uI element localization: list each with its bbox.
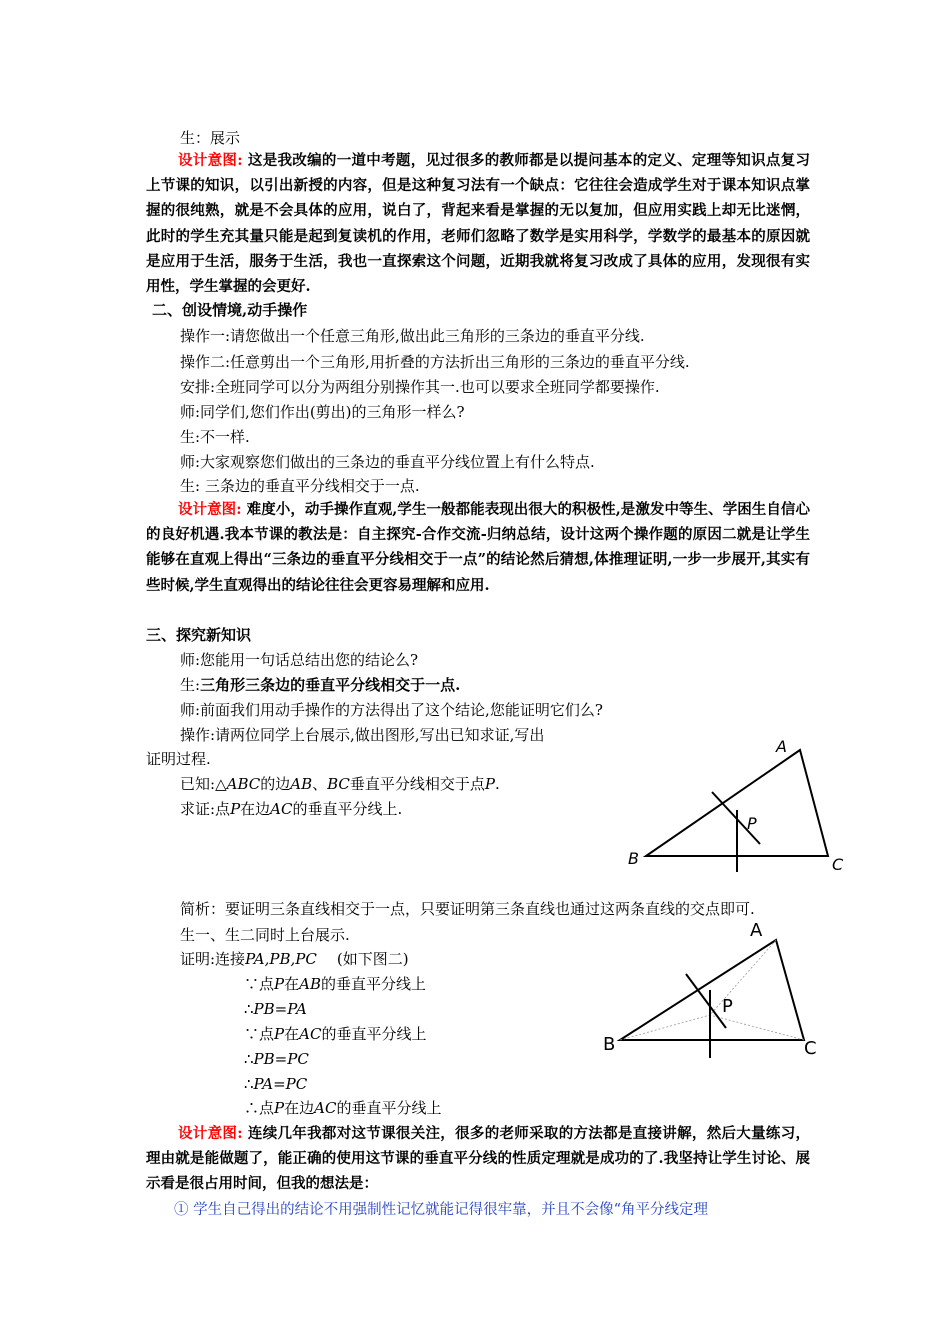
line-students-present: 生一、生二同时上台展示. <box>180 926 350 944</box>
design-intent-text: 这是我改编的一道中考题，见过很多的教师都是以提问基本的定义、定理等知识点复习上节课的知识，以引出新授的内容，但是这种复习法有一个缺点：它往往会造成学生对于课本知识点掌握的很纯熟，就是不会具体的应用，说白了，背起来看是掌握的无以复加，但应用实践上却无比迷惘，此时的学生充其量只能是起到复读机的作用，老师们忽略了数学是实用科学，学数学的最基本的原因就是应用于生活，服务于生活，我也一直探索这个问题，近期我就将复习改成了具体的应用，发现很有实用性，学生掌握的会更好. <box>146 152 811 296</box>
line-student-answer: 生:不一样. <box>180 428 250 446</box>
line-to-prove: 求证:点P在边AC的垂直平分线上. <box>180 800 403 818</box>
reason-item-1: ① 学生自己得出的结论不用强制性记忆就能记得很牢靠，并且不会像“角平分线定理 <box>174 1201 709 1218</box>
design-intent-label: 设计意图: <box>178 1125 243 1142</box>
vertex-label-a: A <box>750 920 763 941</box>
line-student-show: 生：展示 <box>180 129 241 147</box>
line-given: 已知:△ABC的边AB、BC垂直平分线相交于点P. <box>180 775 500 793</box>
design-intent-label: 设计意图: <box>178 501 242 518</box>
design-intent-3 <box>146 1121 810 1223</box>
line-proof-process: 证明过程. <box>146 750 211 768</box>
design-intent-1 <box>146 148 810 299</box>
proof-step-1: ∵点P在AB的垂直平分线上 <box>244 975 426 993</box>
line-teacher-summary: 师:您能用一句话总结出您的结论么? <box>180 651 419 669</box>
proof-step-3: ∵点P在AC的垂直平分线上 <box>244 1025 427 1043</box>
line-teacher-question: 师:同学们,您们作出(剪出)的三角形一样么? <box>180 403 465 421</box>
design-intent-text: 连续几年我都对这节课很关注，很多的老师采取的方法都是直接讲解，然后大量练习，理由就是能做题了，能正确的使用这节课的垂直平分线的性质定理就是成功的了.我坚持让学生讨论、展示看是很占用时间，但我的想法是： <box>146 1125 811 1193</box>
proof-intro: 证明:连接PA,PB,PC (如下图二) <box>180 950 409 968</box>
design-intent-2 <box>146 497 810 598</box>
vertex-label-c: C <box>832 855 844 874</box>
vertex-label-c: C <box>804 1038 817 1059</box>
vertex-label-b: B <box>603 1034 616 1055</box>
design-intent-text: 难度小，动手操作直观,学生一般都能表现出很大的积极性,是激发中等生、学困生自信心的良好机遇.我本节课的教法是：自主探究-合作交流-归纳总结，设计这两个操作题的原因二就是让学生能够在直观上得出“三条边的垂直平分线相交于一点”的结论然后猜想,体推理证明,一步一步展开,其实有些时候,学生直观得出的结论往往会更容易理解和应用. <box>146 501 810 594</box>
line-arrangement: 安排:全班同学可以分为两组分别操作其一.也可以要求全班同学都要操作. <box>180 378 660 396</box>
design-intent-label: 设计意图: <box>178 152 243 169</box>
triangle-figure-1 <box>600 730 860 880</box>
vertex-label-a: A <box>776 737 787 756</box>
line-teacher-observe: 师:大家观察您们做出的三条边的垂直平分线位置上有什么特点. <box>180 453 595 471</box>
vertex-label-b: B <box>628 849 639 868</box>
line-student-conclusion: 生:三角形三条边的垂直平分线相交于一点. <box>180 676 461 694</box>
proof-step-6: ∴点P在边AC的垂直平分线上 <box>244 1099 442 1117</box>
line-operation-1: 操作一:请您做出一个任意三角形,做出此三角形的三条边的垂直平分线. <box>180 327 645 345</box>
line-operation-2: 操作二:任意剪出一个三角形,用折叠的方法折出三角形的三条边的垂直平分线. <box>180 353 690 371</box>
proof-step-4: ∴PB=PC <box>244 1050 309 1068</box>
line-operation: 操作:请两位同学上台展示,做出图形,写出已知求证,写出 <box>180 726 545 744</box>
section-heading-3: 三、探究新知识 <box>146 626 252 644</box>
line-analysis: 简析：要证明三条直线相交于一点，只要证明第三条直线也通过这两条直线的交点即可. <box>180 900 755 918</box>
point-label-p: P <box>722 996 733 1017</box>
triangle-figure-2 <box>598 918 838 1068</box>
point-label-p: P <box>747 814 757 833</box>
line-student-observe: 生: 三条边的垂直平分线相交于一点. <box>180 477 420 495</box>
section-heading-2: 二、创设情境,动手操作 <box>152 301 308 319</box>
proof-step-2: ∴PB=PA <box>244 1000 307 1018</box>
proof-step-5: ∴PA=PC <box>244 1075 308 1093</box>
line-teacher-proof: 师:前面我们用动手操作的方法得出了这个结论,您能证明它们么? <box>180 701 603 719</box>
